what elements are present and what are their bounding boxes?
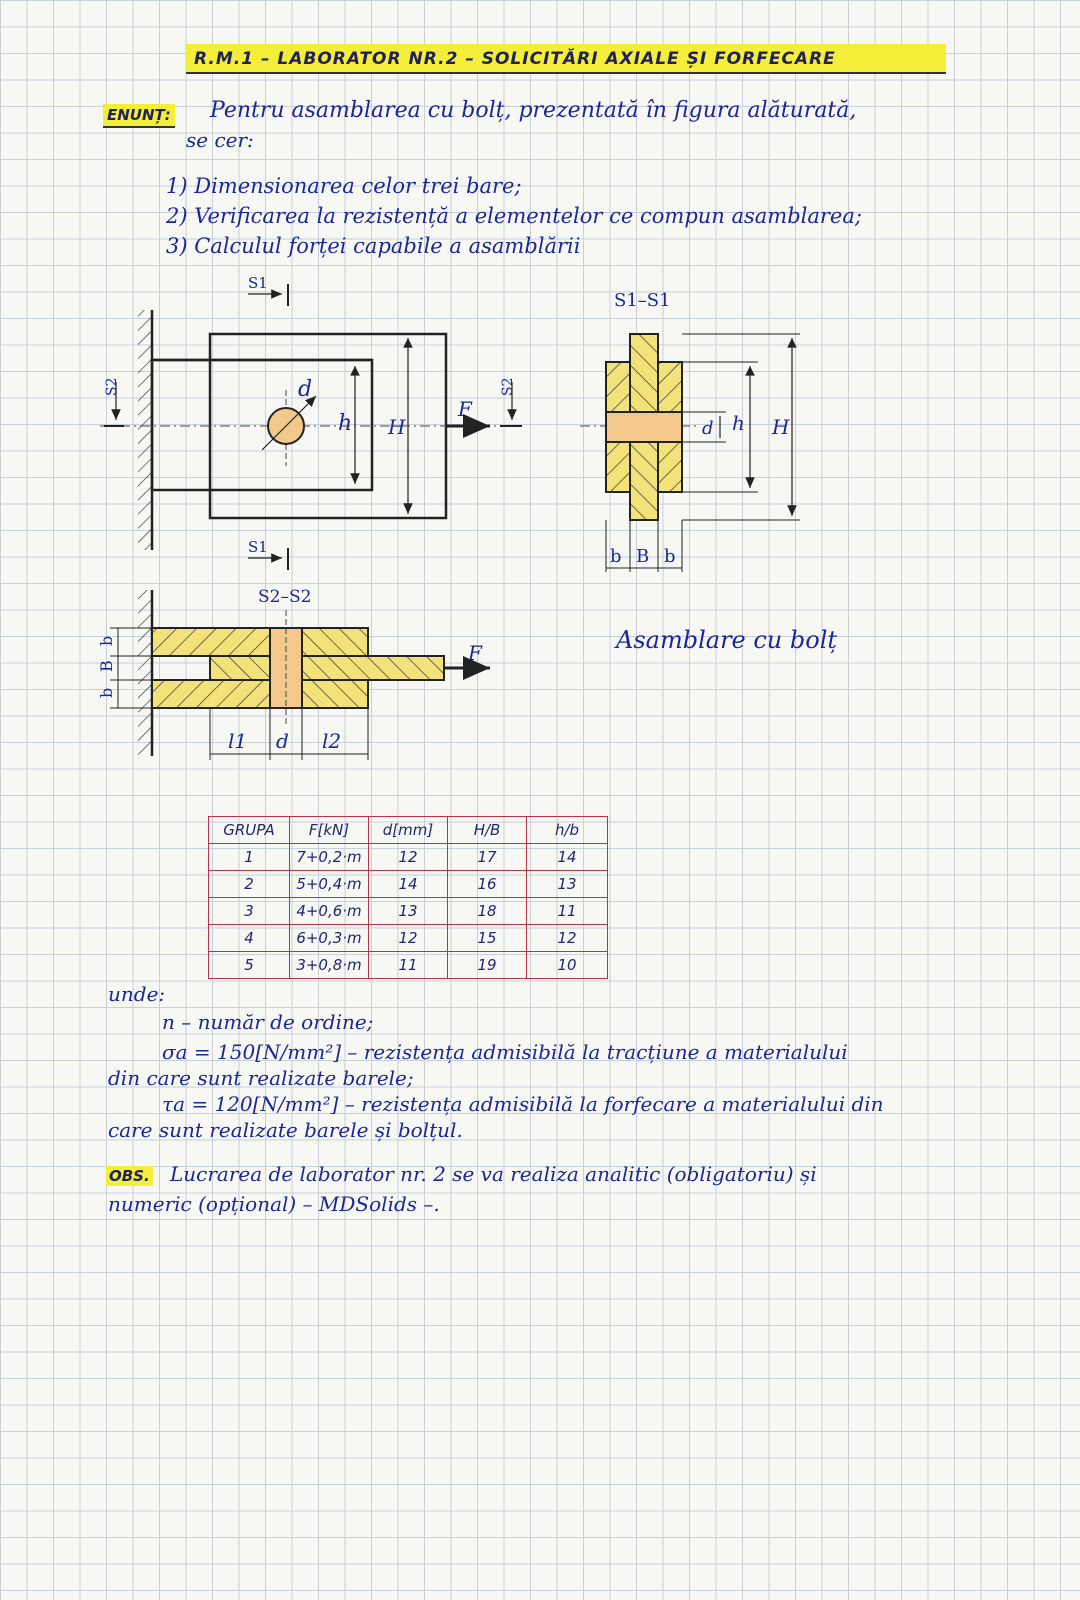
cell: 2	[209, 871, 290, 898]
obs-text-continued: numeric (opțional) – MDSolids –.	[108, 1192, 440, 1216]
cell: 13	[369, 898, 448, 925]
cell: 11	[369, 952, 448, 979]
enunt-text-continued: se cer:	[186, 128, 254, 152]
header-hb-small: h/b	[527, 817, 608, 844]
label-b-s2-top: b	[97, 635, 116, 646]
table-row	[209, 871, 608, 898]
cell: 15	[448, 925, 527, 952]
cell: 10	[527, 952, 608, 979]
header-f: F[kN]	[290, 817, 369, 844]
cell: 1	[209, 844, 290, 871]
label-d-section: d	[702, 418, 714, 439]
requirement-2: 2) Verificarea la rezistență a elementelor ce compun asamblarea;	[166, 204, 862, 228]
section-s2-title: S2–S2	[258, 587, 312, 607]
label-H-section: H	[772, 415, 790, 439]
table-row	[209, 898, 608, 925]
cell: 13	[527, 871, 608, 898]
obs-text: Lucrarea de laborator nr. 2 se va realiza analitic (obligatoriu) și	[170, 1162, 817, 1186]
cell: 4	[209, 925, 290, 952]
cell: 11	[527, 898, 608, 925]
note-tau: τa = 120[N/mm²] – rezistența admisibilă la forfecare a materialului din	[162, 1092, 884, 1116]
cell: 18	[448, 898, 527, 925]
header-hb-ratio: H/B	[448, 817, 527, 844]
table-row	[209, 925, 608, 952]
label-B: B	[636, 546, 650, 567]
label-b-s2-bottom: b	[97, 687, 116, 698]
label-H-front: H	[388, 415, 406, 439]
label-d-front: d	[298, 377, 313, 402]
cell: 17	[448, 844, 527, 871]
obs-label: OBS.	[106, 1166, 153, 1186]
requirement-3: 3) Calculul forței capabile a asamblării	[166, 234, 581, 258]
note-tau-continued: care sunt realizate barele și bolțul.	[108, 1118, 463, 1142]
cell: 7+0,2·m	[290, 844, 369, 871]
cell: 19	[448, 952, 527, 979]
label-b-right: b	[664, 546, 676, 567]
label-F-front: F	[458, 397, 472, 421]
label-h-section: h	[732, 411, 745, 435]
section-s1-title: S1–S1	[614, 290, 671, 311]
table-row	[209, 952, 608, 979]
notes-label: unde:	[108, 982, 166, 1006]
enunt-label: ENUNȚ:	[103, 104, 175, 128]
page-title: R.M.1 – LABORATOR NR.2 – SOLICITĂRI AXIALE ȘI FORFECARE	[186, 44, 946, 74]
note-n: n – număr de ordine;	[162, 1010, 374, 1034]
label-F-section: F	[468, 641, 482, 665]
label-b-left: b	[610, 546, 622, 567]
table-row	[209, 844, 608, 871]
section-marker-s2-right: S2	[500, 377, 516, 396]
cell: 5+0,4·m	[290, 871, 369, 898]
figure-caption: Asamblare cu bolț	[616, 626, 838, 654]
section-marker-s2-left: S2	[104, 377, 120, 396]
pin-joint-drawing	[0, 270, 1080, 790]
cell: 14	[527, 844, 608, 871]
cell: 16	[448, 871, 527, 898]
section-s1-view	[580, 290, 800, 572]
table-header-row	[209, 817, 608, 844]
cell: 3	[209, 898, 290, 925]
cell: 12	[369, 925, 448, 952]
data-table	[208, 816, 608, 979]
cell: 3+0,8·m	[290, 952, 369, 979]
header-d: d[mm]	[369, 817, 448, 844]
note-sigma: σa = 150[N/mm²] – rezistența admisibilă la tracțiune a materialului	[162, 1040, 848, 1064]
cell: 6+0,3·m	[290, 925, 369, 952]
label-h-front: h	[338, 411, 353, 436]
label-d-s2: d	[276, 729, 289, 753]
cell: 12	[527, 925, 608, 952]
cell: 5	[209, 952, 290, 979]
section-marker-s1-bottom: S1	[248, 538, 268, 556]
label-B-s2: B	[97, 660, 116, 672]
section-s2-view	[97, 587, 490, 760]
note-sigma-continued: din care sunt realizate barele;	[108, 1066, 414, 1090]
front-view	[100, 274, 522, 570]
cell: 14	[369, 871, 448, 898]
cell: 12	[369, 844, 448, 871]
label-l1: l1	[228, 729, 248, 753]
requirement-1: 1) Dimensionarea celor trei bare;	[166, 174, 522, 198]
header-grupa: GRUPA	[209, 817, 290, 844]
section-marker-s1-top: S1	[248, 274, 268, 292]
enunt-text: Pentru asamblarea cu bolț, prezentată în figura alăturată,	[210, 98, 857, 123]
cell: 4+0,6·m	[290, 898, 369, 925]
label-l2: l2	[322, 729, 342, 753]
